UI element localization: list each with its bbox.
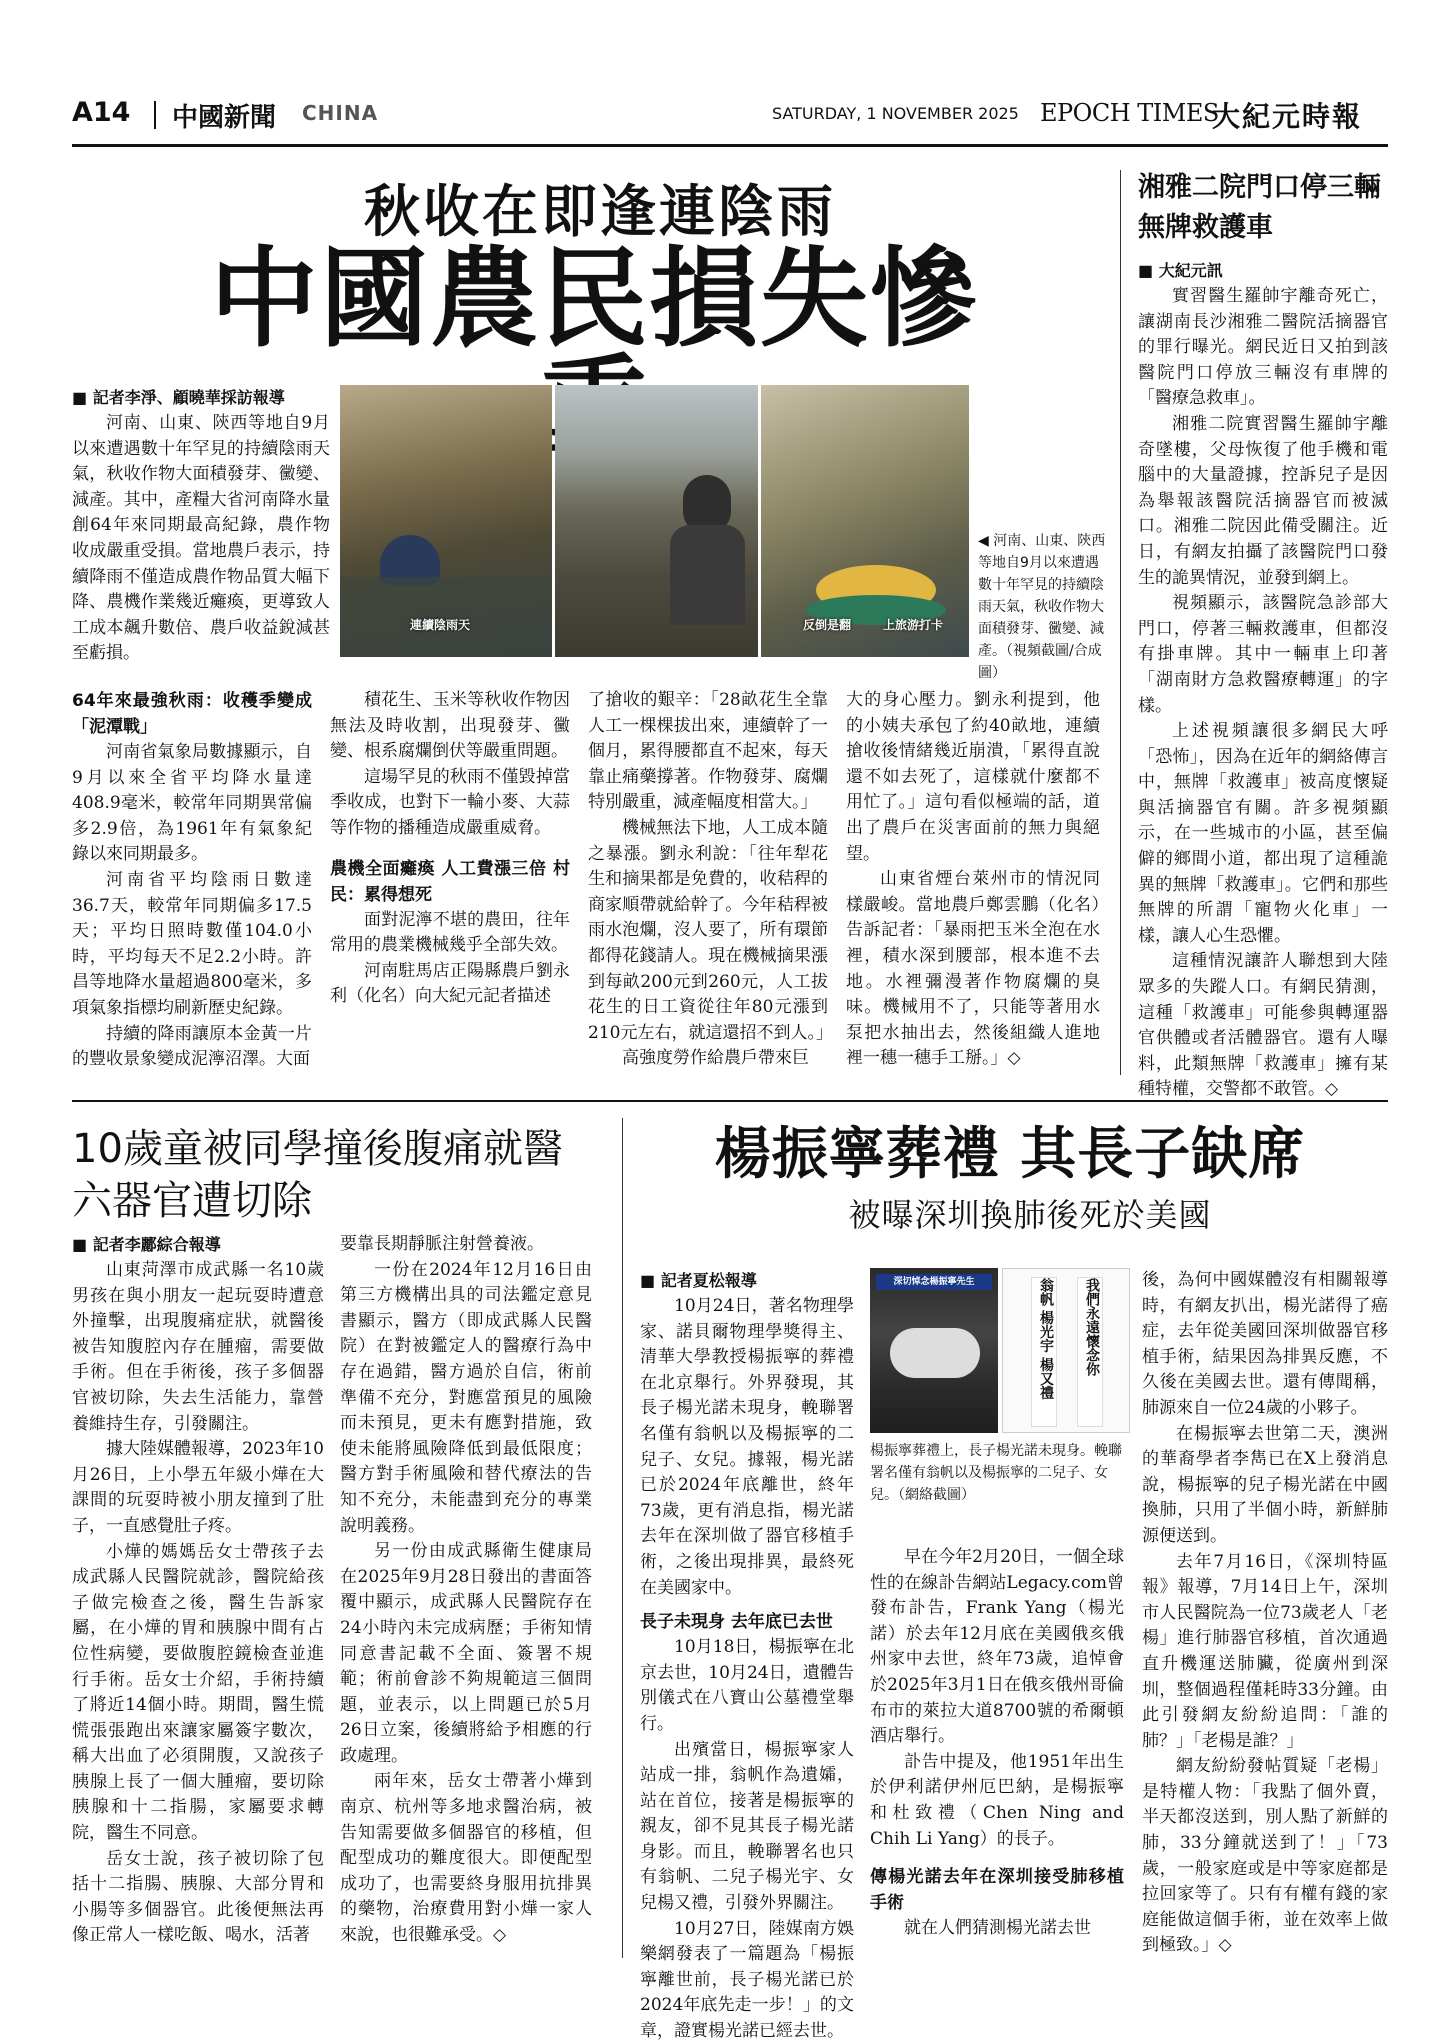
- paragraph: 高強度勞作給農戶帶來巨: [622, 1048, 809, 1069]
- subhead: 64年來最強秋雨：收穫季變成「泥潭戰」: [72, 691, 312, 737]
- yang-story-photo-caption: 楊振寧葬禮上，長子楊光諾未現身。輓聯署名僅有翁帆以及楊振寧的二兒子、女兒。（網絡截圖）: [870, 1443, 1122, 1503]
- wreath-scroll: 我們永遠懷念你: [1077, 1277, 1103, 1427]
- funeral-hall-photo: [870, 1268, 998, 1433]
- photo-label: 反倒是翻: [803, 618, 852, 632]
- paragraph: 河南省氣象局數據顯示，自9月以來全省平均降水量達408.9毫米，較常年同期異常偏多2.9倍，為1961年有氣象紀錄以來同期最多。: [72, 742, 312, 865]
- subhead: 傳楊光諾去年在深圳接受肺移植手術: [870, 1867, 1124, 1914]
- funeral-banner: 深切悼念楊振寧先生: [876, 1274, 992, 1290]
- side-story-byline: ■ 大紀元訊: [1138, 258, 1388, 284]
- page-number: A14: [72, 97, 131, 128]
- paragraph: 10月27日，陸媒南方娛樂網發表了一篇題為「楊振寧離世前，長子楊光諾已於2024年底先走一步！」的文章，證實楊光諾已經去世。: [640, 1918, 854, 2041]
- top-story-column-3: [588, 688, 833, 1072]
- paragraph: 河南省平均陰雨日數達36.7天，較常年同期偏多17.5天；平均日照時數僅104.0小時，平均每天不足2.2小時。許昌等地降水量超過800毫米，多項氣象指標均刷新歷史紀錄。: [72, 869, 312, 1018]
- yang-story-byline: ■ 記者夏松報導: [640, 1268, 854, 1294]
- paragraph: 後，為何中國媒體沒有相關報導時，有網友扒出，楊光諾得了癌症，去年從美國回深圳做器官移植手術，結果因為排異反應，不久後在美國去世。還有傳聞稱，肺源來自一位24歲的小夥子。: [1142, 1270, 1388, 1418]
- paragraph: 上述視頻讓很多網民大呼「恐怖」，因為在近年的網絡傳言中，無牌「救護車」被高度懷疑與活摘器官有關。許多視頻顯示，在一些城市的小區，甚至偏僻的鄉間小道，都出現了這種詭異的無牌「救護車」。它們和那些無牌的所謂「寵物火化車」一樣，讓人心生恐懼。: [1138, 721, 1388, 946]
- masthead-rule: [72, 144, 1388, 147]
- paragraph: 視頻顯示，該醫院急診部大門口，停著三輛救護車，但都沒有掛車牌。其中一輛車上印著「湖南財方急救醫療轉運」的字樣。: [1138, 593, 1388, 716]
- funeral-scroll-photo: [1002, 1268, 1130, 1433]
- photo-label: 連續陰雨天: [410, 618, 471, 632]
- paragraph: 河南駐馬店正陽縣農戶劉永利（化名）向大紀元記者描述: [330, 960, 570, 1007]
- paragraph: 訃告中提及，他1951年出生於伊利諾伊州厄巴納，是楊振寧和杜致禮（Chen Ning and Chih Li Yang）的長子。: [870, 1751, 1124, 1849]
- boy-story-column-1: [72, 1232, 324, 1949]
- paragraph: 這場罕見的秋雨不僅毀掉當季收成，也對下一輪小麥、大蒜等作物的播種造成嚴重威脅。: [330, 766, 570, 838]
- paragraph: 要靠長期靜脈注射營養液。: [340, 1234, 544, 1254]
- top-story-photo-caption: ◀ 河南、山東、陝西等地自9月以來遭遇數十年罕見的持續陰雨天氣，秋收作物大面積發芽、黴變、減產。（視頻截圖/合成圖）: [978, 533, 1106, 681]
- yang-story-headline: 楊振寧葬禮 其長子缺席: [714, 1122, 1306, 1187]
- paragraph: 在楊振寧去世第二天，澳洲的華裔學者李雋已在X上發消息說，楊振寧的兒子楊光諾在中國換肺，只用了半個小時，新鮮肺源便送到。: [1142, 1423, 1388, 1546]
- paragraph: 出殯當日，楊振寧家人站成一排，翁帆作為遺孀，站在首位，接著是楊振寧的親友，卻不見其長子楊光諾身影。而且，輓聯署名也只有翁帆、二兒子楊光宇、女兒楊又禮，引發外界關注。: [640, 1739, 854, 1914]
- subhead: 長子未現身 去年底已去世: [640, 1612, 833, 1633]
- paragraph: 山東省煙台萊州市的情況同樣嚴峻。當地農戶鄭雲鵬（化名）告訴記者：「暴雨把玉米全泡在水裡，積水深到腰部，根本進不去地。水裡彌漫著作物腐爛的臭味。機械用不了，只能等著用水泵把水抽出去，然後組織人進地裡一穗一穗手工掰。」◇: [846, 869, 1100, 1069]
- wreath-scroll: 翁帆 楊光宇 楊又禮: [1031, 1277, 1057, 1427]
- boy-story-headline: 10歲童被同學撞後腹痛就醫 六器官遭切除: [72, 1126, 563, 1224]
- paragraph: 早在今年2月20日，一個全球性的在線訃告網站Legacy.com曾發布訃告，Frank Yang（楊光諾）於去年12月底在美國俄亥俄州家中去世，終年73歲，追悼會於2025年3月1日在俄亥俄州哥倫布市的萊拉大道8700號的希爾頓酒店舉行。: [870, 1547, 1124, 1747]
- flower-wreath: [890, 1328, 980, 1378]
- paragraph: 就在人們猜測楊光諾去世: [904, 1918, 1091, 1939]
- section-divider: [72, 1100, 1388, 1102]
- paper-name: EPOCH TIMES: [1040, 99, 1219, 127]
- paragraph: 小燁的媽媽岳女士帶孩子去成武縣人民醫院就診，醫院給孩子做完檢查之後，醫生告訴家屬，在小燁的胃和胰腺中間有占位性病變，要做腹腔鏡檢查並進行手術。岳女士介紹，手術持續了將近14個小時。期間，醫生慌慌張張跑出來讓家屬簽字數次，稱大出血了必須開腹，又說孩子胰腺上長了一個大腫瘤，要切除胰腺和十二指腸，家屬要求轉院，醫生不同意。: [72, 1541, 324, 1844]
- masthead-divider: [154, 101, 156, 129]
- top-story-headline: 中國農民損失慘: [209, 236, 980, 362]
- paragraph: 這種情況讓許人聯想到大陸眾多的失蹤人口。有網民猜測，這種「救護車」可能參與轉運器官供體或者活體器官。還有人曝料，此類無牌「救護車」擁有某種特權，交警都不敢管。◇: [1138, 951, 1388, 1100]
- paragraph: 機械無法下地，人工成本隨之暴漲。劉永利說：「往年犁花生和摘果都是免費的，收秸稈的商家順帶就給幹了。今年秸稈被雨水泡爛，沒人要了，所有環節都得花錢請人。現在機械摘果漲到每畝200元到260元，人工拔花生的日工資從往年80元漲到210元左右，就這還招不到人。」: [588, 817, 833, 1043]
- subhead: 農機全面癱瘓 人工費漲三倍 村民：累得想死: [330, 858, 570, 905]
- paragraph: 了搶收的艱辛：「28畝花生全靠人工一棵棵拔出來，連續幹了一個月，累得腰都直不起來，每天靠止痛藥撐著。作物發芽、腐爛特別嚴重，減產幅度相當大。」: [588, 690, 828, 813]
- masthead: [72, 95, 1388, 139]
- photo-label: 上旅游打卡: [883, 618, 944, 632]
- yang-story-column-2: [870, 1545, 1124, 1942]
- kneeling-farmer-photo: [555, 385, 758, 657]
- paragraph: 面對泥濘不堪的農田，往年常用的農業機械幾乎全部失效。: [330, 909, 570, 956]
- paragraph: 去年7月16日，《深圳特區報》報導，7月14日上午，深圳市人民醫院為一位73歲老人「老楊」進行肺器官移植，首次通過直升機運送肺臟，從廣州到深圳，整個過程僅耗時33分鐘。由此引發網友紛紛追問：「誰的肺？」「老楊是誰？」: [1142, 1551, 1388, 1751]
- top-story-intro: [72, 385, 330, 667]
- column-rule: [622, 1118, 623, 1958]
- top-story-column-4: [846, 688, 1100, 1072]
- side-story-body: [1138, 258, 1388, 1103]
- section-name-en: CHINA: [302, 101, 379, 125]
- top-story-column-2: [330, 688, 570, 1010]
- boy-story-column-2: [340, 1232, 592, 1949]
- paragraph: 大的身心壓力。劉永利提到，他的小姨夫承包了約40畝地，連續搶收後情緒幾近崩潰，「累得直說還不如去死了，這樣就什麼都不用忙了。」這句看似極端的話，道出了農戶在災害面前的無力與絕望。: [846, 690, 1100, 864]
- paragraph: 持續的降雨讓原本金黃一片的豐收景象變成泥濘沼澤。大面: [72, 1023, 312, 1070]
- top-story-byline: ■ 記者李淨、顧曉華採訪報導: [72, 385, 330, 411]
- yang-story-column-1: [640, 1268, 854, 2041]
- paragraph: 網友紛紛發帖質疑「老楊」是特權人物：「我點了個外賣，半天都沒送到，別人點了新鮮的肺，33分鐘就送到了！」「73歲，一般家庭或是中等家庭都是拉回家等了。只有有權有錢的家庭能做這個手術，並在效率上做到極致。」◇: [1142, 1756, 1388, 1956]
- paragraph: 山東菏澤市成武縣一名10歲男孩在與小朋友一起玩耍時遭意外撞擊，出現腹痛症狀，就醫後被告知腹腔內存在腫瘤，需要做手術。但在手術後，孩子多個器官被切除，失去生活能力，靠營養維持生存，引發關注。: [72, 1260, 324, 1434]
- corn-harvest-boat-photo: [761, 385, 969, 657]
- section-name: 中國新聞: [172, 103, 277, 133]
- column-rule: [1120, 170, 1121, 1075]
- side-story-headline: 湘雅二院門口停三輛無牌救護車: [1138, 172, 1381, 243]
- boy-story-byline: ■ 記者李酈綜合報導: [72, 1232, 324, 1258]
- paragraph: 湘雅二院實習醫生羅帥宇離奇墜樓，父母恢復了他手機和電腦中的大量證據，控訴兒子是因為舉報該醫院活摘器官而被滅口。湘雅二院因此備受關注。近日，有網友拍攝了該醫院門口發生的詭異情況，並發到網上。: [1138, 413, 1388, 588]
- flooded-corn-photo: [340, 385, 552, 657]
- paragraph: 一份在2024年12月16日由第三方機構出具的司法鑑定意見書顯示，醫方（即成武縣人民醫院）在對被鑑定人的醫療行為中存在過錯，醫方過於自信，術前準備不充分，對應當預見的風險而未預見，更未有應對措施，致使未能將風險降低到最低限度；醫方對手術風險和替代療法的告知不充分，未能盡到充分的專業說明義務。: [340, 1259, 592, 1536]
- farmer-body: [670, 525, 745, 625]
- paragraph: 實習醫生羅帥宇離奇死亡，讓湖南長沙湘雅二醫院活摘器官的罪行曝光。網民近日又拍到該醫院門口停放三輛沒有車牌的「醫療急救車」。: [1138, 286, 1388, 409]
- top-story-column-1: [72, 688, 312, 1073]
- paragraph: 10月18日，楊振寧在北京去世，10月24日，遺體告別儀式在八寶山公墓禮堂舉行。: [640, 1637, 854, 1734]
- yang-story-column-3: [1142, 1268, 1388, 1959]
- paragraph: 10月24日，著名物理學家、諾貝爾物理學獎得主、清華大學教授楊振寧的葬禮在北京舉行。外界發現，其長子楊光諾未現身，輓聯署名僅有翁帆以及楊振寧的二兒子、女兒。據報，楊光諾已於2024年底離世，終年73歲，更有消息指，楊光諾去年在深圳做了器官移植手術，之後出現排異，最終死在美國家中。: [640, 1296, 854, 1598]
- yang-story-subheadline: 被曝深圳換肺後死於美國: [848, 1196, 1212, 1234]
- paragraph: 河南、山東、陝西等地自9月以來遭遇數十年罕見的持續陰雨天氣，秋收作物大面積發芽、黴變、減產。其中，產糧大省河南降水量創64年來同期最高紀錄，農作物收成嚴重受損。當地農戶表示，持續降雨不僅造成農作物品質大幅下降、農機作業幾近癱瘓，更導致人工成本飆升數倍、農戶收益銳減甚至虧損。: [72, 413, 330, 664]
- paragraph: 岳女士說，孩子被切除了包括十二指腸、胰腺、大部分胃和小腸等多個器官。此後便無法再像正常人一樣吃飯、喝水，活著: [72, 1848, 324, 1946]
- paper-logo: 大紀元時報: [1212, 100, 1363, 133]
- paragraph: 另一份由成武縣衛生健康局在2025年9月28日發出的書面答覆中顯示，成武縣人民醫院存在24小時內未完成病歷；手術知情同意書記載不全面、簽署不規範；術前會診不夠規範這三個問題，並表示，以上問題已於5月26日立案，後續將給予相應的行政處理。: [340, 1541, 592, 1766]
- paragraph: 積花生、玉米等秋收作物因無法及時收割，出現發芽、黴變、根系腐爛倒伏等嚴重問題。: [330, 690, 570, 762]
- paragraph: 兩年來，岳女士帶著小燁到南京、杭州等多地求醫治病，被告知需要做多個器官的移植，但配型成功的難度很大。即便配型成功了，也需要終身服用抗排異的藥物，治療費用對小燁一家人來說，也很難承受。◇: [340, 1771, 592, 1946]
- issue-date: SATURDAY, 1 NOVEMBER 2025: [772, 104, 1019, 123]
- paragraph: 據大陸媒體報導，2023年10月26日，上小學五年級小燁在大課間的玩耍時被小朋友撞到了肚子，一直感覺肚子疼。: [72, 1439, 324, 1536]
- top-story-kicker: 秋收在即逢連陰雨: [364, 180, 836, 245]
